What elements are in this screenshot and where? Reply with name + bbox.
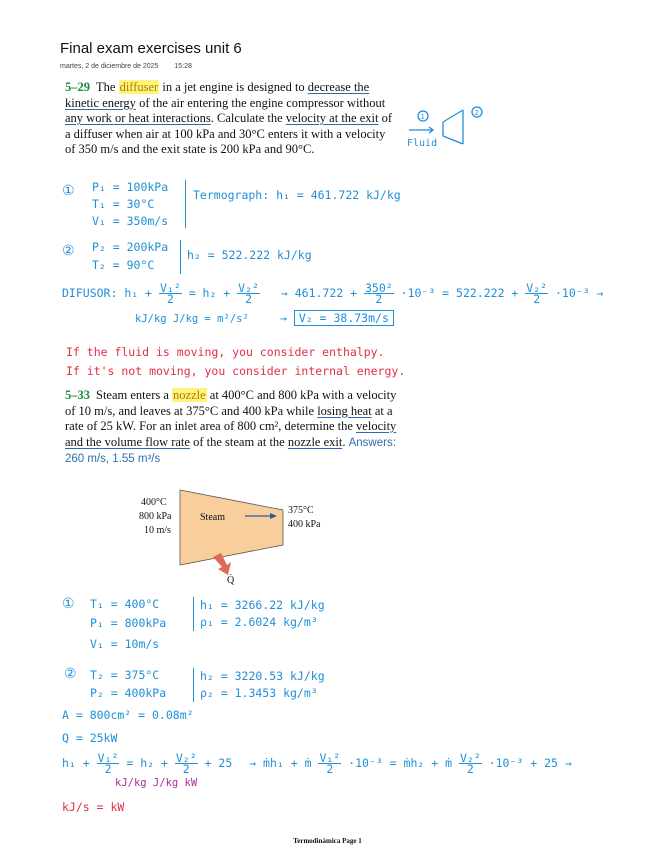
problem-number: 5–29 xyxy=(65,80,90,94)
problem-text: of the air entering the engine compressor without xyxy=(135,95,386,110)
eq-term: → ṁh₁ + ṁ xyxy=(249,756,312,770)
eq-denominator: 2 xyxy=(533,292,541,306)
eq-term: ·10⁻³ + 25 → xyxy=(488,756,572,770)
eq-term: = h₂ + xyxy=(126,756,168,770)
p2-h1: h₁ = 3266.22 kJ/kg xyxy=(200,598,325,612)
fig-heat: Q̇ xyxy=(227,575,235,585)
p2-p1: P₁ = 800kPa xyxy=(90,616,167,630)
rule-not-moving: If it's not moving, you consider internal energy. xyxy=(66,364,406,378)
answers: Answers: 260 m/s, 1.55 m³/s xyxy=(65,436,396,465)
underline-velocity-flow: velocity and the volume flow rate xyxy=(65,419,397,449)
state1-t1: T₁ = 30°C xyxy=(92,197,155,211)
state1-v1: V₁ = 350m/s xyxy=(92,214,169,228)
svg-text:2: 2 xyxy=(474,109,479,117)
eq-fraction-v2 xyxy=(175,753,198,774)
eq-numerator: 350² xyxy=(365,281,393,295)
eq-fraction-v1b xyxy=(318,753,341,774)
eq-denominator: 2 xyxy=(466,762,474,776)
page-timestamp xyxy=(60,63,206,70)
eq-term: ·10⁻³ → xyxy=(555,286,604,300)
eq-fraction-v2b xyxy=(525,283,548,304)
eq-denominator: 2 xyxy=(104,762,112,776)
fig-inlet-t: 400°C xyxy=(141,497,167,508)
result-v2: → V₂ = 38.73m/s xyxy=(280,311,394,325)
eq-term: + 25 xyxy=(204,756,233,770)
p2-energy-equation xyxy=(62,753,572,774)
state2-p2: P₂ = 200kPa xyxy=(92,240,169,254)
p2-h2: h₂ = 3220.53 kJ/kg xyxy=(200,669,325,683)
problem-text: at 400°C and 800 kPa with a velocity of 10 m/s, and leaves at 375°C and 400 kPa while xyxy=(65,388,397,418)
eq-fraction-v1 xyxy=(97,753,120,774)
unit-notes: kJ/kg J/kg = m²/s² xyxy=(135,313,249,325)
highlight-nozzle: nozzle xyxy=(173,388,206,402)
eq-term: ·10⁻³ = 522.222 + xyxy=(400,286,519,300)
page-date: martes, 2 de diciembre de 2025 xyxy=(60,63,159,70)
state1-marker: ① xyxy=(62,183,75,199)
eq-fraction-350 xyxy=(364,283,394,304)
eq-numerator: V₁² xyxy=(97,751,119,765)
state2-h2: h₂ = 522.222 kJ/kg xyxy=(187,248,312,262)
problem-text: . Calculate the xyxy=(210,111,286,125)
p2-unit-notes: kJ/kg J/kg kW xyxy=(115,777,198,789)
state2-bracket xyxy=(180,240,181,274)
problem-text: Steam enters a xyxy=(96,388,173,402)
eq-term: h₁ + xyxy=(124,286,153,300)
fig-outlet-p: 400 kPa xyxy=(288,519,321,530)
page-title: Final exam exercises unit 6 xyxy=(60,40,242,57)
heat-arrow xyxy=(213,553,231,575)
eq-denominator: 2 xyxy=(182,762,190,776)
eq-denominator: 2 xyxy=(326,762,334,776)
p2-rho2: ρ₂ = 1.3453 kg/m³ xyxy=(200,686,318,700)
p2-state1-marker: ① xyxy=(62,596,75,612)
rule-moving: If the fluid is moving, you consider enthalpy. xyxy=(66,345,385,359)
eq-term: ·10⁻³ = ṁh₂ + ṁ xyxy=(348,756,453,770)
p2-heat: Q = 25kW xyxy=(62,731,118,745)
fig-outlet-t: 375°C xyxy=(288,505,314,516)
eq-fraction-v2b xyxy=(459,753,482,774)
eq-term: = h₂ + xyxy=(188,286,231,300)
page-footer: Termodinámica Page 1 xyxy=(293,837,362,845)
eq-denominator: 2 xyxy=(166,292,174,306)
problem-number: 5–33 xyxy=(65,388,90,402)
nozzle-figure xyxy=(135,485,335,585)
p2-rho1: ρ₁ = 2.6024 kg/m³ xyxy=(200,615,318,629)
eq-denominator: 2 xyxy=(375,292,383,306)
svg-text:1: 1 xyxy=(420,113,425,121)
underline-kinetic-energy: decrease the kinetic energy xyxy=(65,80,370,110)
problem-5-29 xyxy=(65,80,395,158)
eq-numerator: V₂² xyxy=(526,281,548,295)
sketch-fluid-label: Fluid xyxy=(407,138,438,149)
eq-numerator: V₂² xyxy=(238,281,259,295)
fig-inlet-v: 10 m/s xyxy=(144,525,171,536)
page-time: 15:28 xyxy=(174,63,192,70)
p2-state2-marker: ② xyxy=(64,666,77,682)
eq-numerator: V₂² xyxy=(175,751,197,765)
eq-fraction-v2 xyxy=(237,283,260,304)
p2-t2: T₂ = 375°C xyxy=(90,668,160,682)
fig-inlet-p: 800 kPa xyxy=(139,511,172,522)
difusor-label: DIFUSOR: xyxy=(62,286,118,300)
underline-velocity-exit: velocity at the exit xyxy=(285,111,379,125)
diffuser-sketch xyxy=(405,100,495,155)
problem-text: at a rate of 25 kW. For an inlet area of 800 cm², determine the xyxy=(65,403,393,433)
state1-p1: P₁ = 100kPa xyxy=(92,180,169,194)
p2-area: A = 800cm² = 0.08m² xyxy=(62,708,194,722)
p2-v1: V₁ = 10m/s xyxy=(90,637,160,651)
result-box: V₂ = 38.73m/s xyxy=(294,310,394,326)
difusor-energy-equation xyxy=(62,283,603,304)
eq-numerator: V₁² xyxy=(159,281,181,295)
highlight-diffuser: diffuser xyxy=(119,80,159,94)
p2-kjs-note: kJ/s = kW xyxy=(62,800,125,814)
problem-text: of the steam at the xyxy=(189,434,288,449)
underline-work-heat: any work or heat interactions xyxy=(65,111,211,125)
state1-bracket xyxy=(185,180,186,228)
state2-marker: ② xyxy=(62,243,75,259)
eq-fraction-v1 xyxy=(159,283,182,304)
fig-steam: Steam xyxy=(200,512,225,523)
table-enthalpy-h1: Termograph: h₁ = 461.722 kJ/kg xyxy=(193,188,401,202)
eq-numerator: V₁² xyxy=(319,751,341,765)
state2-t2: T₂ = 90°C xyxy=(92,258,155,272)
problem-5-33 xyxy=(65,388,405,468)
underline-nozzle-exit: nozzle exit xyxy=(287,434,343,449)
problem-text: in a jet engine is designed to xyxy=(159,80,308,94)
problem-text: The xyxy=(96,80,119,94)
eq-term: h₁ + xyxy=(62,756,90,770)
underline-losing-heat: losing heat xyxy=(317,403,372,418)
p2-t1: T₁ = 400°C xyxy=(90,597,160,611)
p2-p2: P₂ = 400kPa xyxy=(90,686,167,700)
eq-denominator: 2 xyxy=(245,292,253,306)
p2-state1-bracket xyxy=(193,597,194,631)
p2-state2-bracket xyxy=(193,668,194,702)
eq-numerator: V₂² xyxy=(459,751,481,765)
eq-term: → 461.722 + xyxy=(280,286,358,300)
problem-text: . xyxy=(342,434,349,449)
problem-text: of a diffuser when air at 100 kPa and 30°C enters it with a velocity of 350 m/s and the exit state is 200 kPa and 90°C. xyxy=(65,111,393,156)
nozzle-body xyxy=(180,490,283,565)
